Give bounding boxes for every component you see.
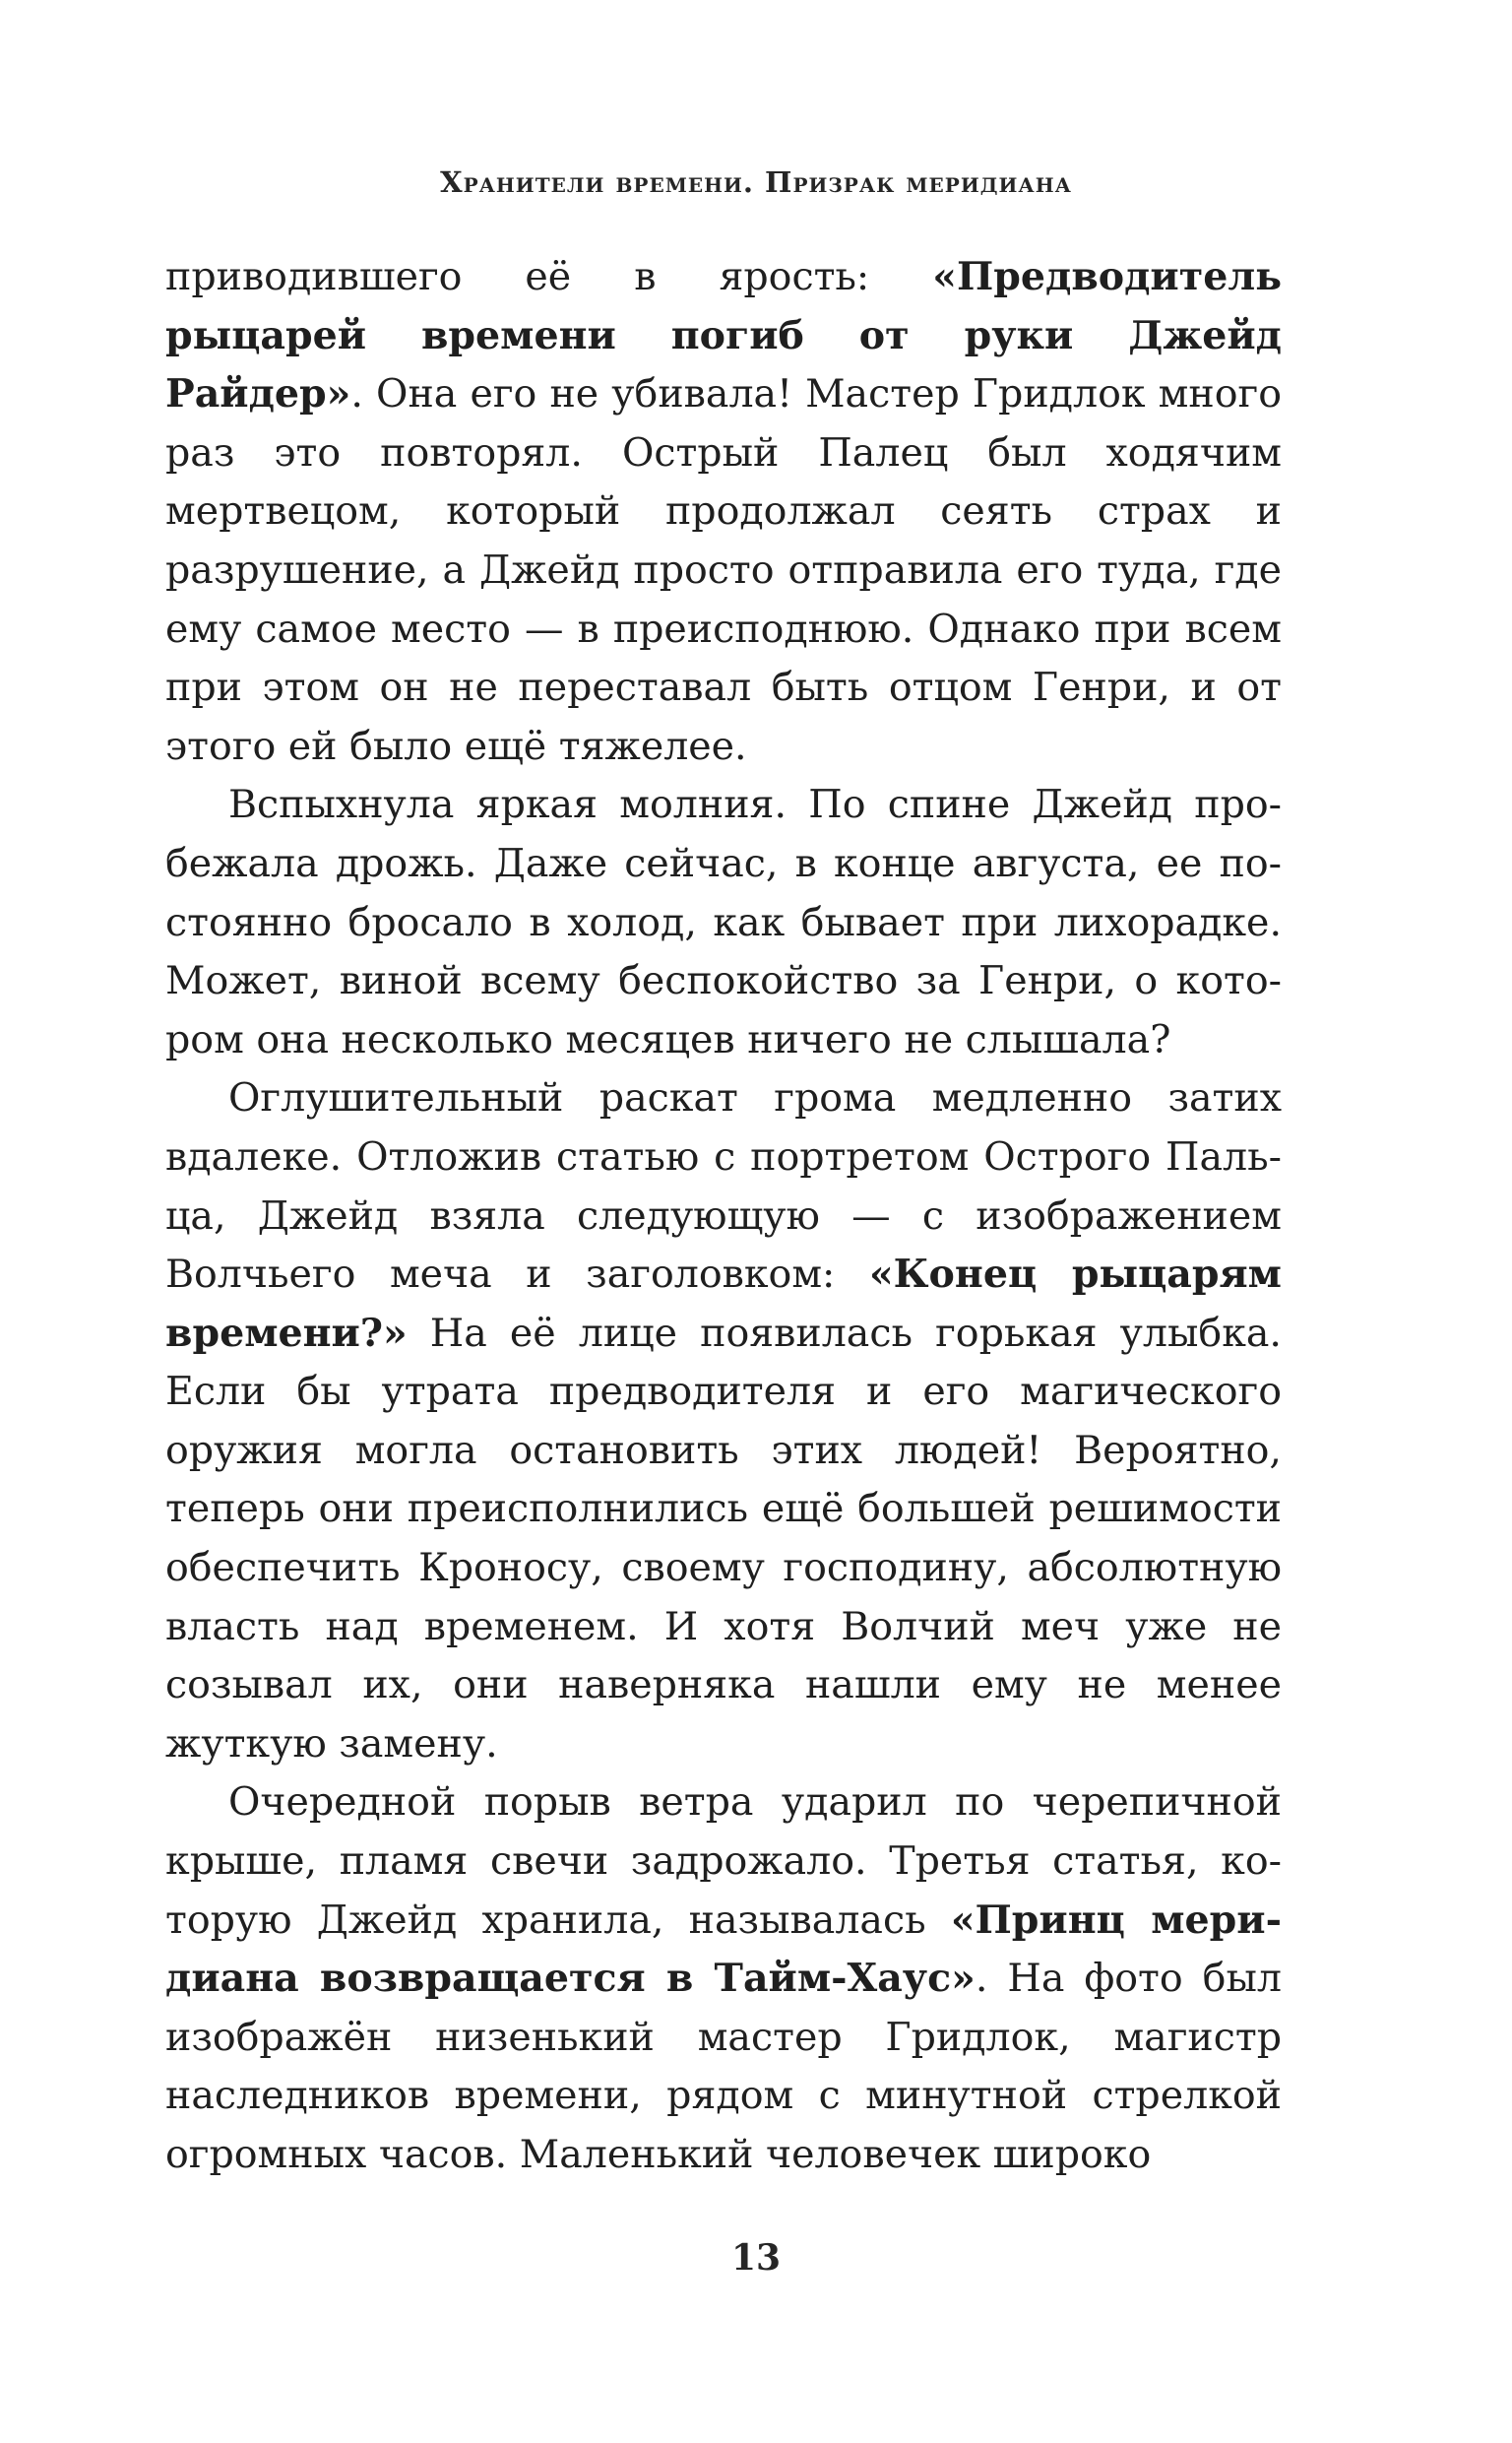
page-number: 13 — [730, 2237, 782, 2279]
running-head: Хранители времени. Призрак меридиана — [440, 165, 1072, 199]
text-run: На её лице появилась горькая улыбка. Если бы утрата предводителя и его магического оружия могла остановить этих людей! Вероятно, теперь они преисполнились ещё большей решимости обеспечить Кроносу, своему господину, абсолютную власть над временем. И хотя Волчий меч уже не созывал их, они наверняка нашли ему не менее жуткую замену. — [165, 1310, 1282, 1767]
bold-quote: «Предводитель рыцарей времени погиб от руки Джейд Райдер» — [165, 254, 1282, 418]
text-run: Очередной порыв ветра ударил по черепичной крыше, пламя свечи задрожало. Третья статья, которую Джейд хранила, называлась — [165, 1779, 1282, 1943]
text-run: приводившего её в ярость: — [165, 254, 933, 299]
bold-quote: «Принц меридиана возвращается в Тайм-Хаус» — [165, 1897, 1282, 2002]
text-run: . На фото был изображён низенький мастер Гридлок, магистр наследников времени, рядом с минутной стрелкой огромных часов. Маленький человечек широко — [165, 1956, 1282, 2177]
text-run: Оглушительный раскат грома медленно затих вдалеке. Отложив статью с портретом Острого Пальца, Джейд взяла следующую — с изображением Волчьего меча и заголовком: — [165, 1075, 1282, 1298]
paragraph — [165, 776, 1282, 1069]
bold-quote: «Конец рыцарям времени?» — [165, 1252, 1282, 1356]
paragraph — [165, 1773, 1282, 2184]
paragraph — [165, 248, 1282, 776]
paragraph — [165, 1069, 1282, 1773]
text-run: Вспыхнула яркая молния. По спине Джейд пробежала дрожь. Даже сейчас, в конце августа, ее постоянно бросало в холод, как бывает при лихорадке. Может, виной всему беспокойство за Генри, о котором она несколько месяцев ничего не слышала? — [165, 782, 1282, 1062]
body-text — [165, 248, 1282, 2185]
text-run: . Она его не убивала! Мастер Гридлок много раз это повторял. Острый Палец был ходячим мертвецом, который продолжал сеять страх и разрушение, а Джейд просто отправила его туда, где ему самое место — в преисподнюю. Однако при всем при этом он не переставал быть отцом Генри, и от этого ей было ещё тяжелее. — [165, 371, 1282, 769]
